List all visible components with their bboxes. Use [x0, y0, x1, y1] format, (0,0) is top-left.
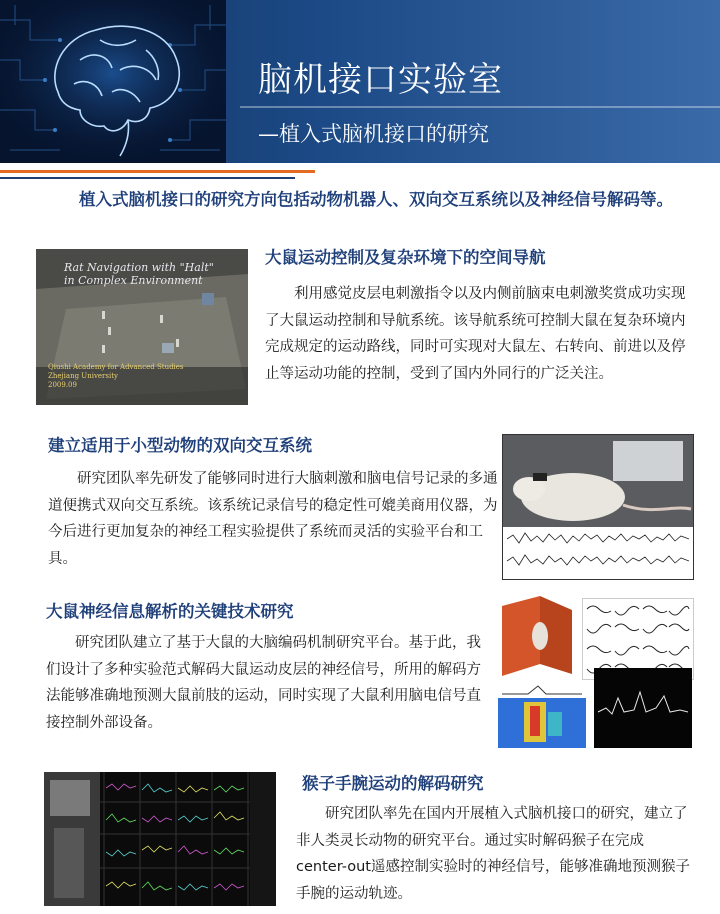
- section-body-navigation: 利用感觉皮层电刺激指令以及内侧前脑束电刺激奖赏成功实现了大鼠运动控制和导航系统。该导航系统可控制大鼠在复杂环境内完成规定的运动路线，同时可实现对大鼠左、右转向、前进以及停止等运动功能的控制，受到了国内外同行的广泛关注。: [265, 286, 686, 382]
- brain-circuit-image: [0, 0, 226, 163]
- monkey-experiment-figure: [44, 772, 276, 906]
- section-body-decoding-rat: 研究团队建立了基于大鼠的大脑编码机制研究平台。基于此，我们设计了多种实验范式解码大鼠运动皮层的神经信号，所用的解码方法能够准确地预测大鼠前肢的运动，同时实现了大鼠利用脑电信号直接控制外部设备。: [46, 635, 481, 731]
- page-subtitle: —植入式脑机接口的研究: [258, 122, 489, 146]
- accent-rule-orange: [0, 170, 315, 173]
- intro-text: 植入式脑机接口的研究方向包括动物机器人、双向交互系统以及神经信号解码等。: [79, 190, 673, 209]
- rat-recording-figure: [502, 434, 694, 580]
- video-caption-bottom: Qiushi Academy for Advanced Studies Zhejiang University 2009.09: [48, 363, 184, 389]
- header-divider: [240, 106, 720, 108]
- section-body-monkey: 研究团队率先在国内开展植入式脑机接口的研究，建立了非人类灵长动物的研究平台。通过实时解码猴子在完成center-out遥感控制实验时的神经信号，能够准确地预测猴子手腕的运动轨迹。: [296, 806, 690, 902]
- section-heading-navigation: 大鼠运动控制及复杂环境下的空间导航: [265, 248, 546, 267]
- lfp-trace-figure: [594, 668, 692, 748]
- video-caption-top: Rat Navigation with "Halt" in Complex Environment: [64, 261, 214, 287]
- section-body-interaction: 研究团队率先研发了能够同时进行大脑刺激和脑电信号记录的多通道便携式双向交互系统。该系统记录信号的稳定性可媲美商用仪器，为今后进行更加复杂的神经工程实验提供了系统而灵活的实验平台和工具。: [48, 471, 498, 567]
- rat-navigation-video-frame: [36, 249, 248, 405]
- section-heading-monkey: 猴子手腕运动的解码研究: [302, 774, 484, 793]
- rat-recording-illustration: [503, 435, 693, 579]
- rat-cage-figure: [496, 596, 576, 680]
- section-heading-decoding-rat: 大鼠神经信息解析的关键技术研究: [46, 602, 294, 621]
- section-heading-interaction: 建立适用于小型动物的双向交互系统: [48, 436, 312, 455]
- neural-heatmap-figure: [498, 684, 586, 748]
- header-banner: [0, 0, 720, 163]
- accent-rule-blue: [0, 177, 295, 179]
- page-title: 脑机接口实验室: [258, 60, 503, 100]
